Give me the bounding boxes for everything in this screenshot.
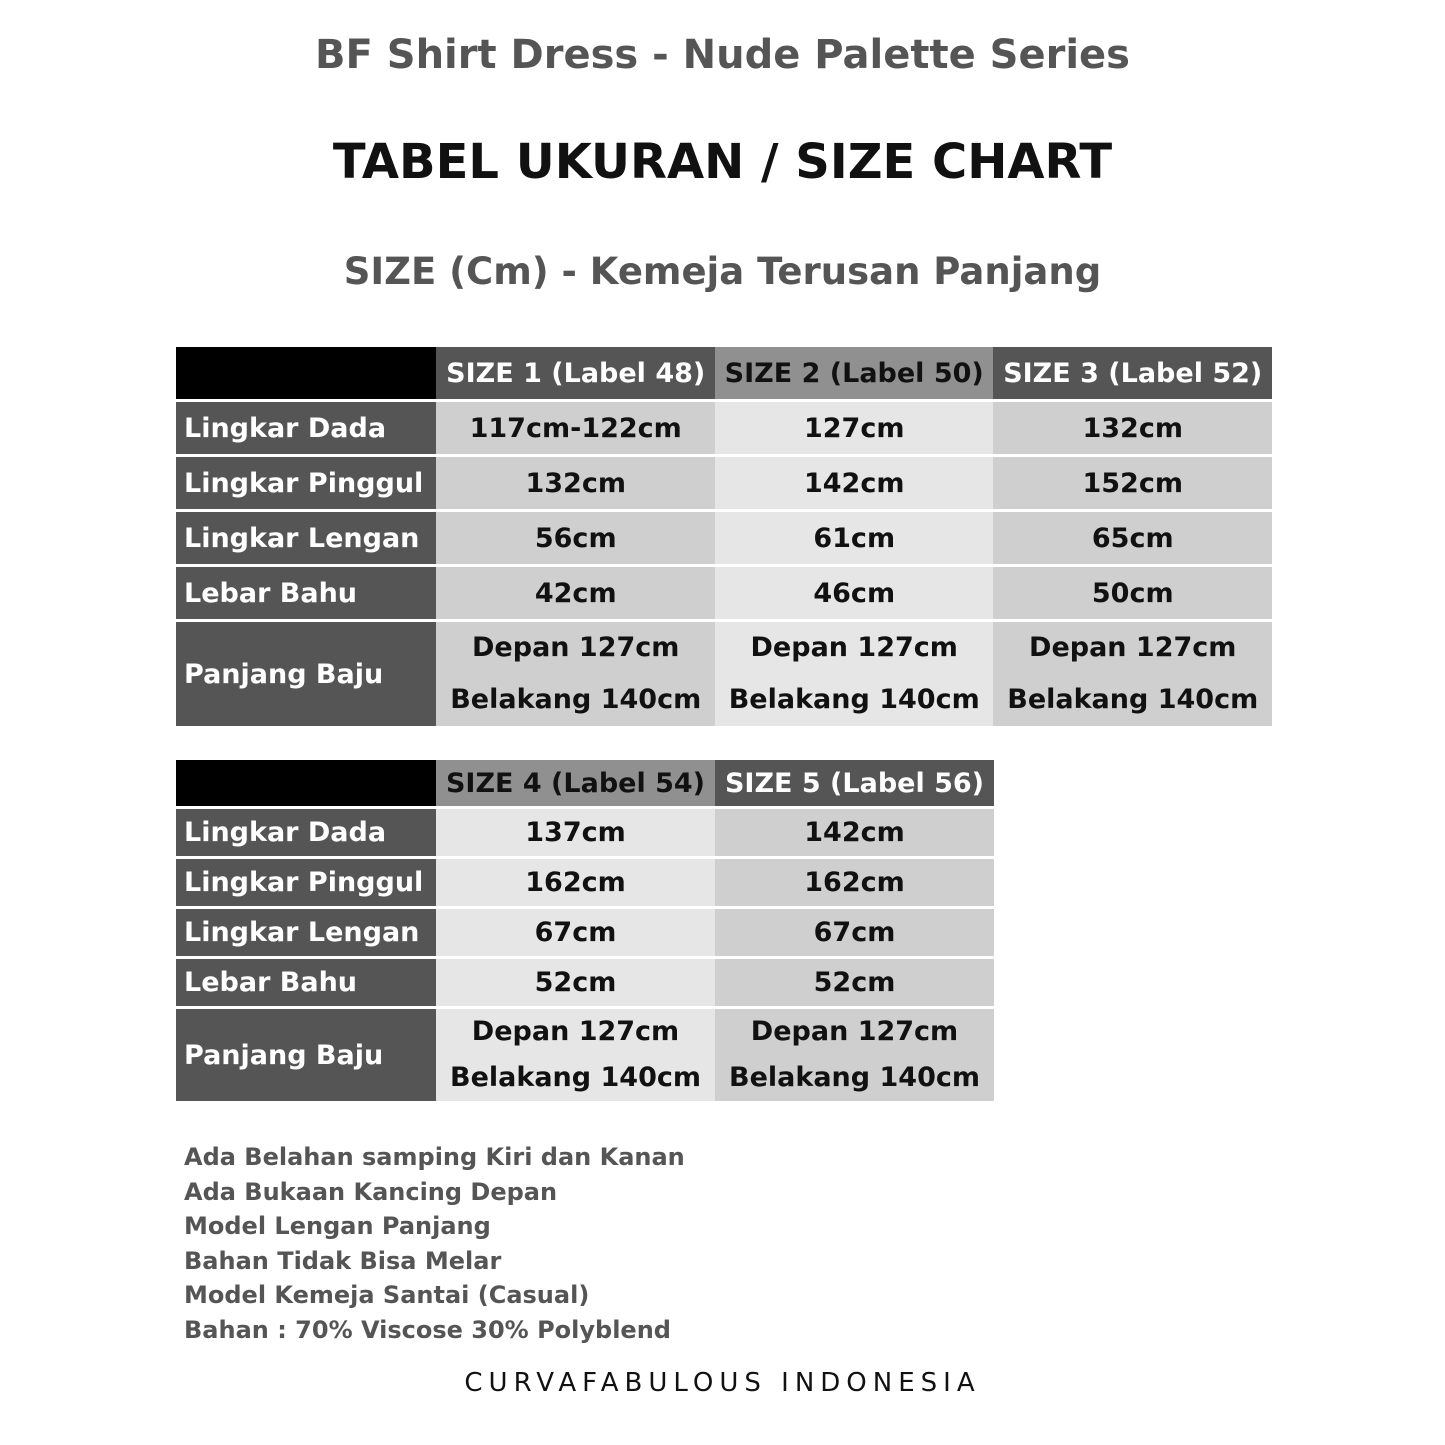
table-cell: 42cm bbox=[436, 564, 715, 619]
size-header: SIZE 3 (Label 52) bbox=[993, 347, 1272, 399]
cell-line-front: Depan 127cm bbox=[1029, 632, 1237, 663]
table-cell bbox=[715, 1006, 994, 1101]
document-title: BF Shirt Dress - Nude Palette Series bbox=[315, 32, 1130, 78]
table-cell: 127cm bbox=[715, 399, 994, 454]
table-cell: 67cm bbox=[715, 906, 994, 956]
cell-line-front: Depan 127cm bbox=[471, 1016, 680, 1047]
row-label: Lingkar Dada bbox=[176, 806, 436, 856]
table-cell bbox=[436, 1006, 715, 1101]
product-notes bbox=[184, 1140, 685, 1348]
cell-line-back: Belakang 140cm bbox=[728, 684, 980, 715]
table-header-row bbox=[176, 760, 994, 806]
table-corner bbox=[176, 347, 436, 399]
row-label: Lingkar Lengan bbox=[176, 509, 436, 564]
table-cell: 132cm bbox=[993, 399, 1272, 454]
table-row bbox=[176, 454, 1272, 509]
table-cell: 152cm bbox=[993, 454, 1272, 509]
table-row bbox=[176, 1006, 994, 1101]
table-row bbox=[176, 564, 1272, 619]
table-cell: 132cm bbox=[436, 454, 715, 509]
table-cell: 56cm bbox=[436, 509, 715, 564]
table-corner bbox=[176, 760, 436, 806]
row-label: Lingkar Pinggul bbox=[176, 454, 436, 509]
size-chart-subtitle: SIZE (Cm) - Kemeja Terusan Panjang bbox=[343, 250, 1102, 293]
size-header: SIZE 4 (Label 54) bbox=[436, 760, 715, 806]
table-row bbox=[176, 399, 1272, 454]
table-cell: 162cm bbox=[436, 856, 715, 906]
row-label: Lingkar Dada bbox=[176, 399, 436, 454]
table-cell: 162cm bbox=[715, 856, 994, 906]
table-row bbox=[176, 619, 1272, 726]
note-item: Bahan Tidak Bisa Melar bbox=[184, 1246, 502, 1275]
table-cell: 52cm bbox=[436, 956, 715, 1006]
note-item: Model Kemeja Santai (Casual) bbox=[184, 1281, 590, 1310]
table-cell: 142cm bbox=[715, 806, 994, 856]
cell-line-back: Belakang 140cm bbox=[1007, 684, 1259, 715]
note-item: Bahan : 70% Viscose 30% Polyblend bbox=[184, 1315, 671, 1344]
cell-line-back: Belakang 140cm bbox=[450, 684, 702, 715]
size-table-1 bbox=[176, 347, 1272, 726]
row-label: Lebar Bahu bbox=[176, 564, 436, 619]
size-chart-heading: TABEL UKURAN / SIZE CHART bbox=[332, 134, 1113, 190]
table-row bbox=[176, 509, 1272, 564]
table-cell: 61cm bbox=[715, 509, 994, 564]
table-cell: 52cm bbox=[715, 956, 994, 1006]
table-cell bbox=[436, 619, 715, 726]
table-cell: 137cm bbox=[436, 806, 715, 856]
table-cell: 142cm bbox=[715, 454, 994, 509]
cell-line-back: Belakang 140cm bbox=[450, 1062, 701, 1093]
size-header: SIZE 2 (Label 50) bbox=[715, 347, 994, 399]
table-row bbox=[176, 806, 994, 856]
cell-line-front: Depan 127cm bbox=[750, 1016, 959, 1047]
table-cell: 50cm bbox=[993, 564, 1272, 619]
table-cell: 67cm bbox=[436, 906, 715, 956]
table-row bbox=[176, 856, 994, 906]
cell-line-front: Depan 127cm bbox=[472, 632, 680, 663]
note-item: Ada Belahan samping Kiri dan Kanan bbox=[184, 1143, 685, 1171]
row-label: Lingkar Lengan bbox=[176, 906, 436, 956]
cell-line-front: Depan 127cm bbox=[750, 632, 958, 663]
row-label: Lebar Bahu bbox=[176, 956, 436, 1006]
brand-name: CURVAFABULOUS INDONESIA bbox=[464, 1368, 981, 1398]
table-cell bbox=[715, 619, 994, 726]
table-header-row bbox=[176, 347, 1272, 399]
table-cell: 65cm bbox=[993, 509, 1272, 564]
note-item: Model Lengan Panjang bbox=[184, 1212, 491, 1241]
row-label: Lingkar Pinggul bbox=[176, 856, 436, 906]
row-label: Panjang Baju bbox=[176, 619, 436, 726]
table-cell: 46cm bbox=[715, 564, 994, 619]
size-table-2 bbox=[176, 760, 994, 1101]
note-item: Ada Bukaan Kancing Depan bbox=[184, 1177, 558, 1206]
size-header: SIZE 1 (Label 48) bbox=[436, 347, 715, 399]
table-row bbox=[176, 906, 994, 956]
size-header: SIZE 5 (Label 56) bbox=[715, 760, 994, 806]
row-label: Panjang Baju bbox=[176, 1006, 436, 1101]
table-cell bbox=[993, 619, 1272, 726]
cell-line-back: Belakang 140cm bbox=[729, 1062, 980, 1093]
table-row bbox=[176, 956, 994, 1006]
table-cell: 117cm-122cm bbox=[436, 399, 715, 454]
